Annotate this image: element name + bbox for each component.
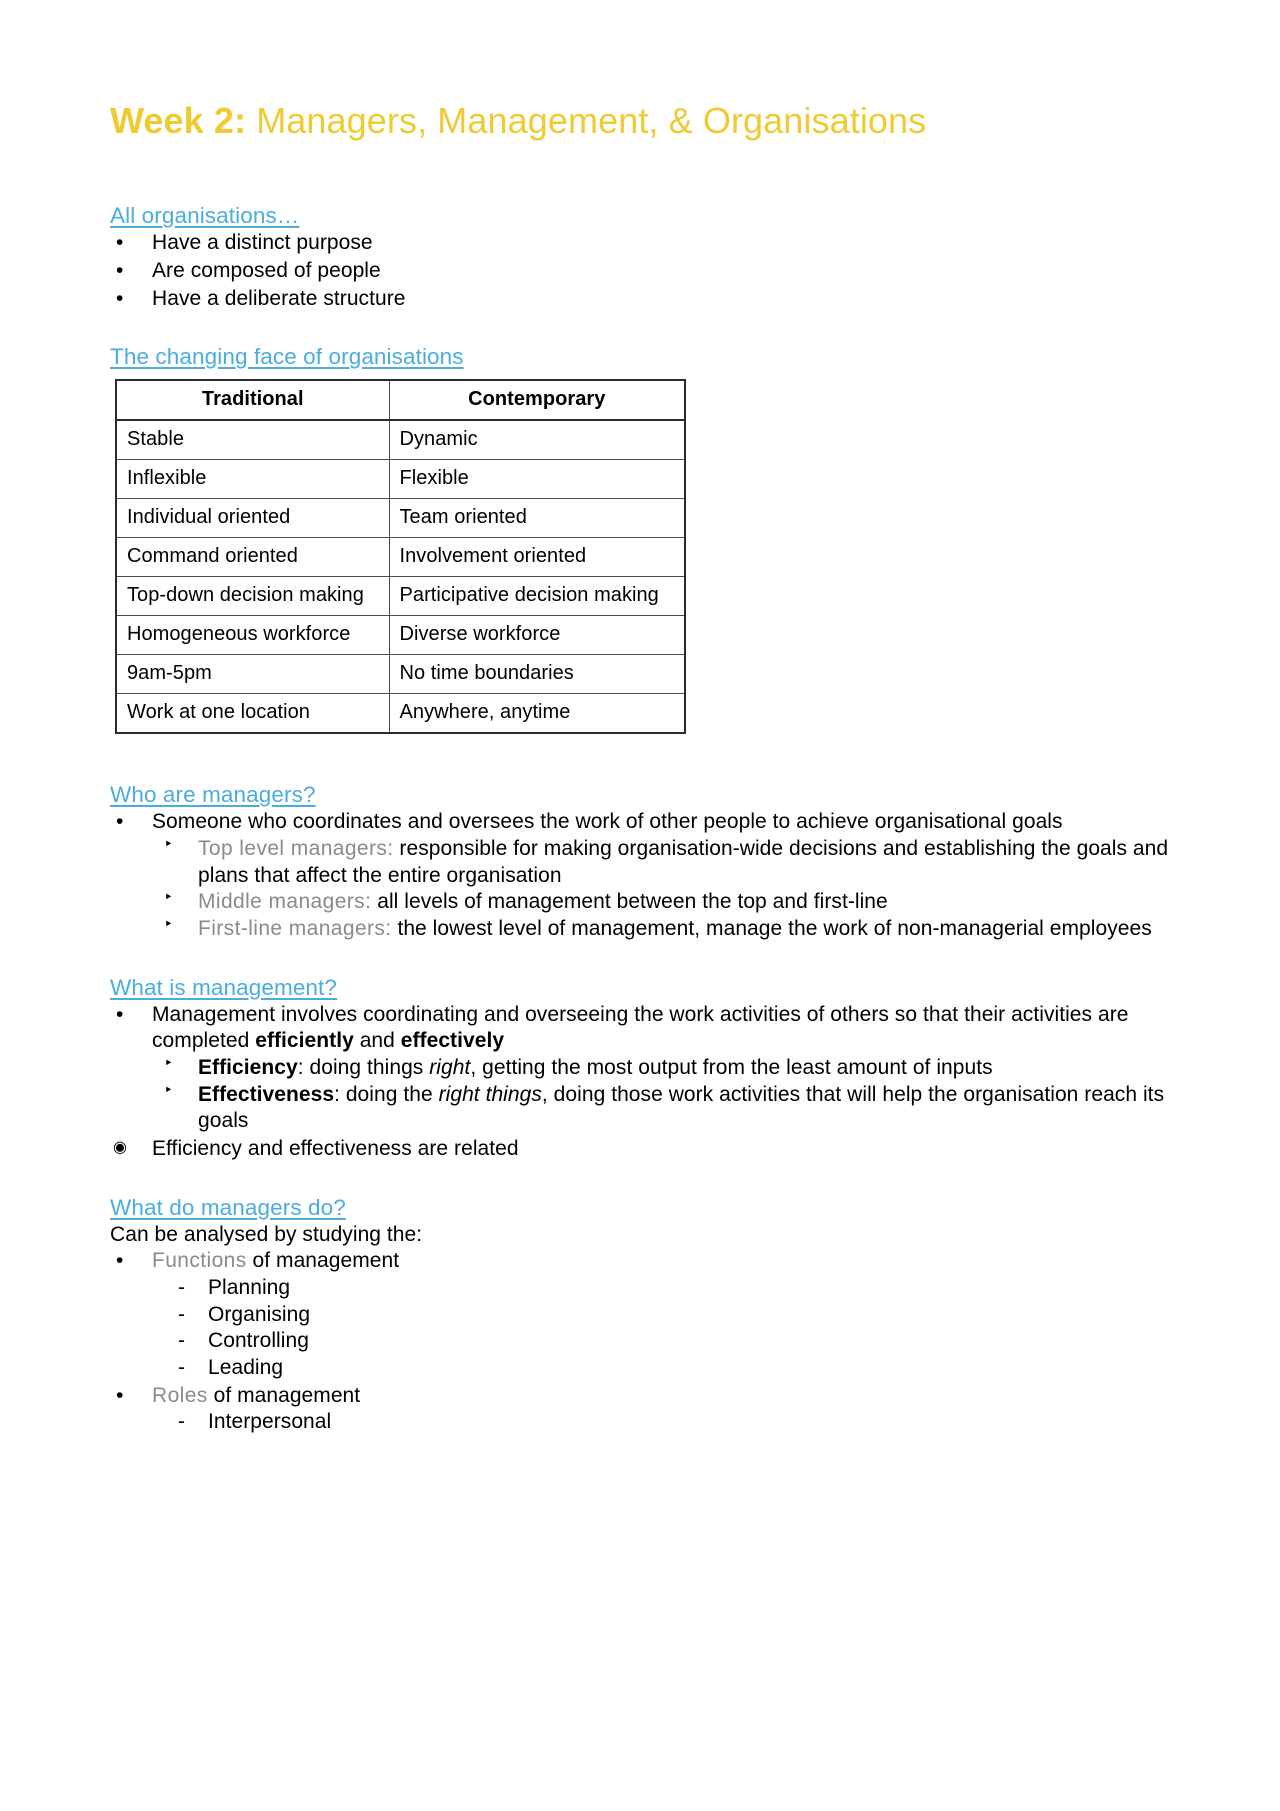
list-item — [110, 1002, 1170, 1135]
list-item-label: Someone who coordinates and oversees the work of other people to achieve organisational goals — [152, 810, 1063, 834]
term-definition: responsible for making organisation-wide decisions and establishing the goals and plans that affect the entire organisation — [198, 837, 1169, 887]
table-row — [116, 460, 685, 499]
table-header-cell: Traditional — [116, 380, 389, 420]
arrow-bullet-icon: ‣ — [164, 1081, 173, 1099]
section-heading-all-organisations: All organisations… — [110, 203, 300, 229]
emphasis-efficiently: efficiently — [255, 1029, 354, 1053]
list-item-label: Controlling — [208, 1329, 309, 1353]
list-what-is-management — [110, 1002, 1170, 1163]
list-item — [152, 1082, 1170, 1135]
table-header-cell: Contemporary — [389, 380, 685, 420]
term-label: Efficiency — [198, 1055, 298, 1079]
table-row — [116, 577, 685, 616]
list-item-label: Have a distinct purpose — [152, 231, 373, 255]
term-label: Effectiveness — [198, 1082, 335, 1106]
disc-bullet-icon: • — [116, 810, 124, 834]
table-cell: Inflexible — [116, 460, 389, 499]
table-cell: Dynamic — [389, 420, 685, 460]
disc-bullet-icon: • — [116, 286, 124, 310]
section-what-do-managers-do — [110, 1195, 1170, 1436]
definition-text-a: Management involves coordinating and overseeing the work activities of others so that their activities are completed — [152, 1002, 1129, 1053]
list-who-are-managers — [110, 809, 1170, 942]
emphasis-effectively: effectively — [400, 1029, 505, 1053]
table-cell: Participative decision making — [389, 577, 685, 616]
section-who-are-managers — [110, 782, 1170, 942]
table-row — [116, 420, 685, 460]
list-item-label: Are composed of people — [152, 259, 381, 283]
list-what-do-managers-do — [110, 1248, 1170, 1436]
list-item-label: Have a deliberate structure — [152, 286, 406, 310]
section-heading-changing-face: The changing face of organisations — [110, 344, 464, 370]
section-heading-what-do-managers-do: What do managers do? — [110, 1194, 346, 1220]
efficiency-effectiveness-list — [152, 1055, 1170, 1135]
list-item-label: Planning — [208, 1275, 291, 1299]
group-term-rest: of management — [207, 1383, 361, 1407]
list-item — [110, 286, 1170, 313]
page-title-prefix: Week 2: — [110, 100, 247, 141]
group-term-rest: of management — [246, 1249, 400, 1273]
disc-bullet-icon: • — [116, 259, 124, 283]
dash-bullet-icon: - — [178, 1410, 186, 1434]
arrow-bullet-icon: ‣ — [164, 836, 173, 854]
list-item — [110, 1136, 1170, 1163]
list-item — [152, 1409, 1170, 1436]
list-item-label: Efficiency and effectiveness are related — [152, 1136, 519, 1160]
dash-bullet-icon: - — [178, 1355, 186, 1379]
ring-bullet-icon: ◉ — [113, 1138, 128, 1156]
list-item — [110, 1383, 1170, 1436]
table-cell: Involvement oriented — [389, 538, 685, 577]
table-cell: Top-down decision making — [116, 577, 389, 616]
table-cell: Diverse workforce — [389, 616, 685, 655]
table-header-row — [116, 380, 685, 420]
list-item — [110, 1248, 1170, 1381]
table-row — [116, 655, 685, 694]
table-cell: 9am-5pm — [116, 655, 389, 694]
disc-bullet-icon: • — [116, 1002, 124, 1026]
list-item — [152, 916, 1170, 943]
term-label: Top level managers: — [198, 837, 394, 861]
page-title-rest: Managers, Management, & Organisations — [246, 100, 927, 141]
list-item — [110, 230, 1170, 257]
table-cell: Work at one location — [116, 694, 389, 734]
list-item — [152, 1302, 1170, 1329]
list-item — [110, 809, 1170, 942]
dash-bullet-icon: - — [178, 1275, 186, 1299]
dash-bullet-icon: - — [178, 1329, 186, 1353]
roles-sublist — [152, 1409, 1170, 1436]
term-label: Middle managers: — [198, 890, 372, 914]
list-item-label: Organising — [208, 1302, 311, 1326]
section-changing-face — [110, 344, 1170, 734]
section-heading-who-are-managers: Who are managers? — [110, 782, 316, 808]
functions-sublist — [152, 1275, 1170, 1382]
manager-levels-list — [152, 836, 1170, 943]
term-mid: : doing things — [297, 1055, 430, 1079]
page-title — [110, 100, 1170, 141]
section-what-is-management — [110, 975, 1170, 1163]
traditional-contemporary-table — [115, 379, 686, 734]
arrow-bullet-icon: ‣ — [164, 1054, 173, 1072]
list-all-organisations — [110, 230, 1170, 312]
arrow-bullet-icon: ‣ — [164, 915, 173, 933]
list-item — [152, 1328, 1170, 1355]
list-item — [152, 889, 1170, 916]
group-term-roles: Roles — [152, 1383, 208, 1407]
list-item — [152, 1275, 1170, 1302]
table-row — [116, 538, 685, 577]
term-label: First-line managers: — [198, 916, 392, 940]
table-cell: Team oriented — [389, 499, 685, 538]
table-cell: Command oriented — [116, 538, 389, 577]
list-item — [152, 836, 1170, 889]
table-cell: Stable — [116, 420, 389, 460]
term-tail: , doing those work activities that will help the organisation reach its goals — [198, 1082, 1165, 1133]
disc-bullet-icon: • — [116, 231, 124, 255]
table-cell: Flexible — [389, 460, 685, 499]
term-definition: the lowest level of management, manage the work of non-managerial employees — [391, 916, 1152, 940]
list-item — [152, 1055, 1170, 1082]
section-all-organisations — [110, 203, 1170, 312]
table-cell: Homogeneous workforce — [116, 616, 389, 655]
term-italic: right — [429, 1055, 471, 1079]
table-row — [116, 499, 685, 538]
section-heading-what-is-management: What is management? — [110, 974, 338, 1000]
term-italic: right things — [438, 1082, 542, 1106]
list-item-label: Leading — [208, 1355, 284, 1379]
analysis-intro-text: Can be analysed by studying the: — [110, 1222, 423, 1246]
disc-bullet-icon: • — [116, 1249, 124, 1273]
table-row — [116, 616, 685, 655]
arrow-bullet-icon: ‣ — [164, 889, 173, 907]
disc-bullet-icon: • — [116, 1383, 124, 1407]
dash-bullet-icon: - — [178, 1302, 186, 1326]
list-item — [152, 1355, 1170, 1382]
list-item-label: Interpersonal — [208, 1410, 332, 1434]
table-row — [116, 694, 685, 734]
definition-text-c: and — [353, 1029, 401, 1053]
list-item — [110, 258, 1170, 285]
table-cell: No time boundaries — [389, 655, 685, 694]
table-cell: Anywhere, anytime — [389, 694, 685, 734]
term-mid: : doing the — [334, 1082, 439, 1106]
term-tail: , getting the most output from the least amount of inputs — [470, 1055, 993, 1079]
term-definition: all levels of management between the top and first-line — [371, 890, 888, 914]
table-cell: Individual oriented — [116, 499, 389, 538]
group-term-functions: Functions — [152, 1249, 247, 1273]
